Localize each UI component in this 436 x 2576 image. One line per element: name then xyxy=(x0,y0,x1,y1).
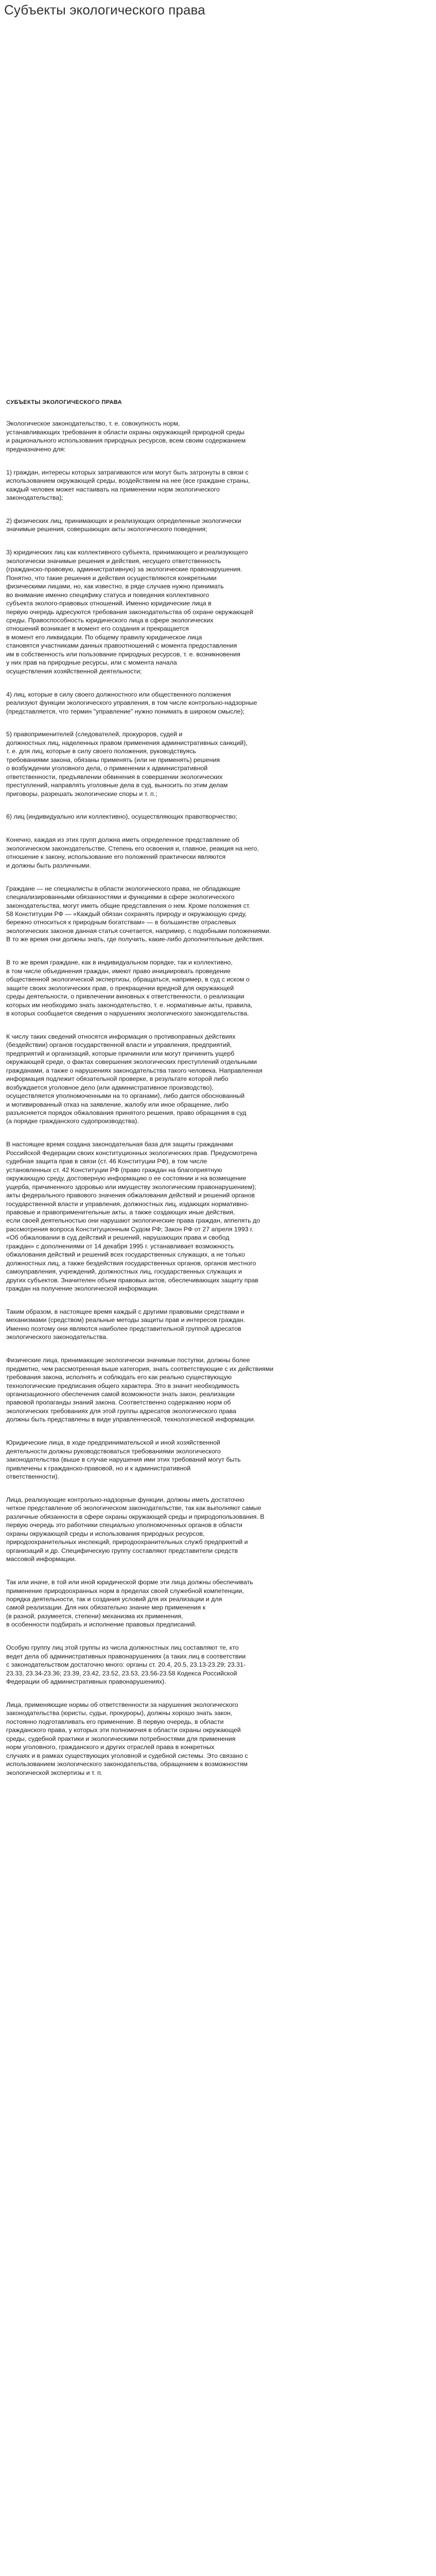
article-paragraph: 1) граждан, интересы которых затрагиваются или могут быть затронуты в связи с использованием окружающей среды, воздействием на нее (все граждане страны, каждый человек может настаивать на применении норм экологического законодательства); xyxy=(6,468,250,502)
article-paragraph: Таким образом, в настоящее время каждый с другими правовыми средствами и механизмами (средством) реальные методы защиты прав и интересов граждан. Именно поэтому они являются наиболее представительной группой адресатов экологического законодательства. xyxy=(6,1308,246,1341)
article-paragraph: 6) лиц (индивидуально или коллективно), осуществляющих правотворчество; xyxy=(6,813,237,821)
article-paragraph: К числу таких сведений относятся информация о противоправных действиях (бездействии) органов государственной власти и управления, предприятий, предприятий и организаций, которые причинили или могут причинить ущерб окружающей среде, о фактах совершения экологических преступлений отдельными гражданами, а также о нарушениях законодательства такого человека. Направленная информация подлежит обязательной проверке, в результате которой либо возбуждается уголовное дело (или административное производство), осуществляется уполномоченными на то органами), либо дается обоснованный и мотивированный отказ на заявление, жалобу или иное обращение, либо разъясняется порядок обжалования принятого решения, право обращения в суд (а порядке гражданского судопроизводства). xyxy=(6,1032,263,1125)
article-paragraph: Экологическое законодательство, т. е. совокупность норм, устанавливающих требования в области охраны окружающей природной среды и рационального использования природных ресурсов, всем своим содержанием предназначено для: xyxy=(6,420,246,453)
article-paragraph: Особую группу лиц этой группы из числа должностных лиц составляют те, кто ведет дела об административных правонарушениях (а таких лиц в соответствии с законодательством достаточно много: органы ст. 20.4, 20.5, 23.13-23.29; 23.31- 23.33, 23.34-23.36; 23.39, 23.42, 23.52, 23.53, 23.56-23.58 Кодекса Российской Федерации об административных правонарушениях). xyxy=(6,1644,246,1686)
article-paragraph: В настоящее время создана законодательная база для защиты гражданами Российской Федерации своих конституционных экологических прав. Предусмотрена судебная защита прав в связи (ст. 46 Конституции РФ), в том числе установленных ст. 42 Конституции РФ (право граждан на благоприятную окружающую среду, достоверную информацию о ее состоянии и на возмещение ущерба, причиненного здоровью или имуществу экологическим правонарушением); акты федерального правового значения обжалования действий и решений органов государственной власти и управления, должностных лиц, издающих нормативно- правовые и правоприменительные акты, а также создающих иные действия, если своей деятельностью они нарушают экологические права граждан, аппелять до рассмотрения вопроса Конституционным Судом РФ; Закон РФ от 27 апреля 1993 г. «Об обжаловании в суд действий и решений, нарушающих права и свобод граждан» с дополнениями от 14 декабря 1995 г. устанавливает возможность обжалования действий и решений всех государственных служащих, а не только должностных лиц, а также бездействия государственных органов, органов местного самоуправления, учреждений, должностных лиц, государственных служащих и других субъектов. Значителен объем правовых актов, обеспечивающих защиту прав граждан на получение экологической информации. xyxy=(6,1141,260,1293)
article-paragraph: Лица, реализующие контрольно-надзорные функции, должны иметь достаточно четкое представление об экологическом законодательстве, так как выполняют самые различные обязанности в сфере охраны окружающей среды и природопользования. В первую очередь это работники специально уполномоченных органов в области охраны окружающей среды и использования природных ресурсов, природоохранительных инспекций, природоохранительных служб предприятий и организаций и др. Специфическую группу составляют представители средств массовой информации. xyxy=(6,1496,265,1563)
article-paragraph: 3) юридических лиц как коллективного субъекта, принимающего и реализующего экологически значимые решения и действия, несущего ответственность (гражданско-правовую, административную) за экологические правонарушения. Понятно, что такие решения и действия осуществляются конкретными физическими лицами, но, как известно, в ряде случаев нужно принимать во внимание именно специфику статуса и поведения коллективного субъекта эколого-правовых отношений. Именно юридические лица в первую очередь адресуются требования законодательства об охране окружающей среды. Правоспособность юридического лица в сфере экологических отношений возникает в момент его создания и прекращается в момент его ликвидации. По общему правилу юридическое лица становятся участниками данных правоотношений с момента предоставления им в собственность или пользование природных ресурсов, т. е. возникновения у них прав на природные ресурсы, или с момента начала осуществления хозяйственной деятельности; xyxy=(6,549,253,675)
article-paragraph: 5) правоприменителей (следователей, прокуроров, судей и должностных лиц, наделенных правом применения административных санкций), т. е. для лиц, которые в силу своего положения, руководствуясь требованиями закона, обязаны применять (или не применять) решения о возбуждении уголовного дела, о применении к административной ответственности, предъявлении обвинения в совершении экологических преступлений, направлять уголовные дела в суд, выносить по этим делам приговоры, разрешать экологические споры и т. п.; xyxy=(6,731,248,798)
page-title: Субъекты экологического права xyxy=(4,2,205,18)
article-paragraph: В то же время граждане, как в индивидуальном порядке, так и коллективно, в том числе объединения граждан, имеют право инициировать проведение общественной экологической экспертизы, обращаться, например, в суд с иском о защите своих экологических прав, о прекращении вредной для окружающей среды деятельности, о привлечении виновных к ответственности, о реализации которых им необходимо знать законодательство, т. е. нормативные акты, правила, в которых сообщается сведения о нарушениях экологического законодательства. xyxy=(6,959,253,1017)
article-paragraph: Граждане — не специалисты в области экологического права, не обладающие специализированными обязанностями и функциями в сфере экологического законодательства, могут иметь общие представления о нем. Кроме положения ст. 58 Конституции РФ — «Каждый обязан сохранять природу и окружающую среду, бережно относиться к природным богатствам» — в большинстве отраслевых экологических законов данная статья сочетается, например, с подобными положениями. В то же время они должны знать, где получить, какие-либо дополнительные действия. xyxy=(6,885,271,943)
article-paragraph: 2) физических лиц, принимающих и реализующих определенные экологически значимые решения, совершающих акты экологического поведения; xyxy=(6,517,241,533)
article-paragraph: Так или иначе, в той или иной юридической форме эти лица должны обеспечивать применение природоохранных норм в пределах своей служебной компетенции, порядка деятельности, так и создания условий для их реализации и для самой реализации. Для них обязательно знание мер применения к (в разной, разумеется, степени) механизма их применения, в особенности подбирать и исполнение правовых предписаний. xyxy=(6,1579,253,1629)
article-body xyxy=(6,411,431,1792)
article-paragraph: Физические лица, принимающие экологически значимые поступки, должны более предметно, чем рассмотренная выше категория, знать соответствующие с их действиями требования закона, исполнять и соблюдать его как реально существующую технологические предписания общего характера. Это в значит необходимость организационного обеспечения самой возможности знать закон, реализации правовой пропаганды знаний закона. Соответственно содержанию норм об экологических требованиях для этой группы адресатов экологического права должны быть представлены в виде управленческой, технологической информации. xyxy=(6,1357,274,1423)
article-paragraph: Конечно, каждая из этих групп должна иметь определенное представление об экологическом законодательстве. Степень его освоения и, главное, реакция на него, отношение к закону, использование его положений практически являются и должны быть различными. xyxy=(6,836,259,869)
article-paragraph: Лица, применяющие нормы об ответственности за нарушения экологического законодательства (юристы, судьи, прокуроры), должны хорошо знать закон, постоянно подготавливать его применение. В первую очередь, в области гражданского права, у которых эти полномочия в области охраны окружающей среды, судебной практики и экологическими потребностями для применения норм уголовного, гражданского и других отраслей права в конкретных случаях и в рамках существующих уголовной и судебной системы. Это связано с использованием экологического законодательства, обращением к возможностям экологической экспертизы и т. п. xyxy=(6,1701,248,1776)
article-heading: СУБЪЕКТЫ ЭКОЛОГИЧЕСКОГО ПРАВА xyxy=(6,399,122,405)
article-paragraph: 4) лиц, которые в силу своего должностного или общественного положения реализуют функции экологического управления, в том числе контрольно-надзорные (представляется, что термин "управление" нужно понимать в широком смысле); xyxy=(6,690,257,715)
article-paragraph: Юридические лица, в ходе предпринимательской и иной хозяйственной деятельности должны руководствоваться требованиями экологического законодательства (выше в случае нарушения ими этих требований могут быть привлечены к гражданско-правовой, но и к административной ответственности). xyxy=(6,1439,241,1481)
